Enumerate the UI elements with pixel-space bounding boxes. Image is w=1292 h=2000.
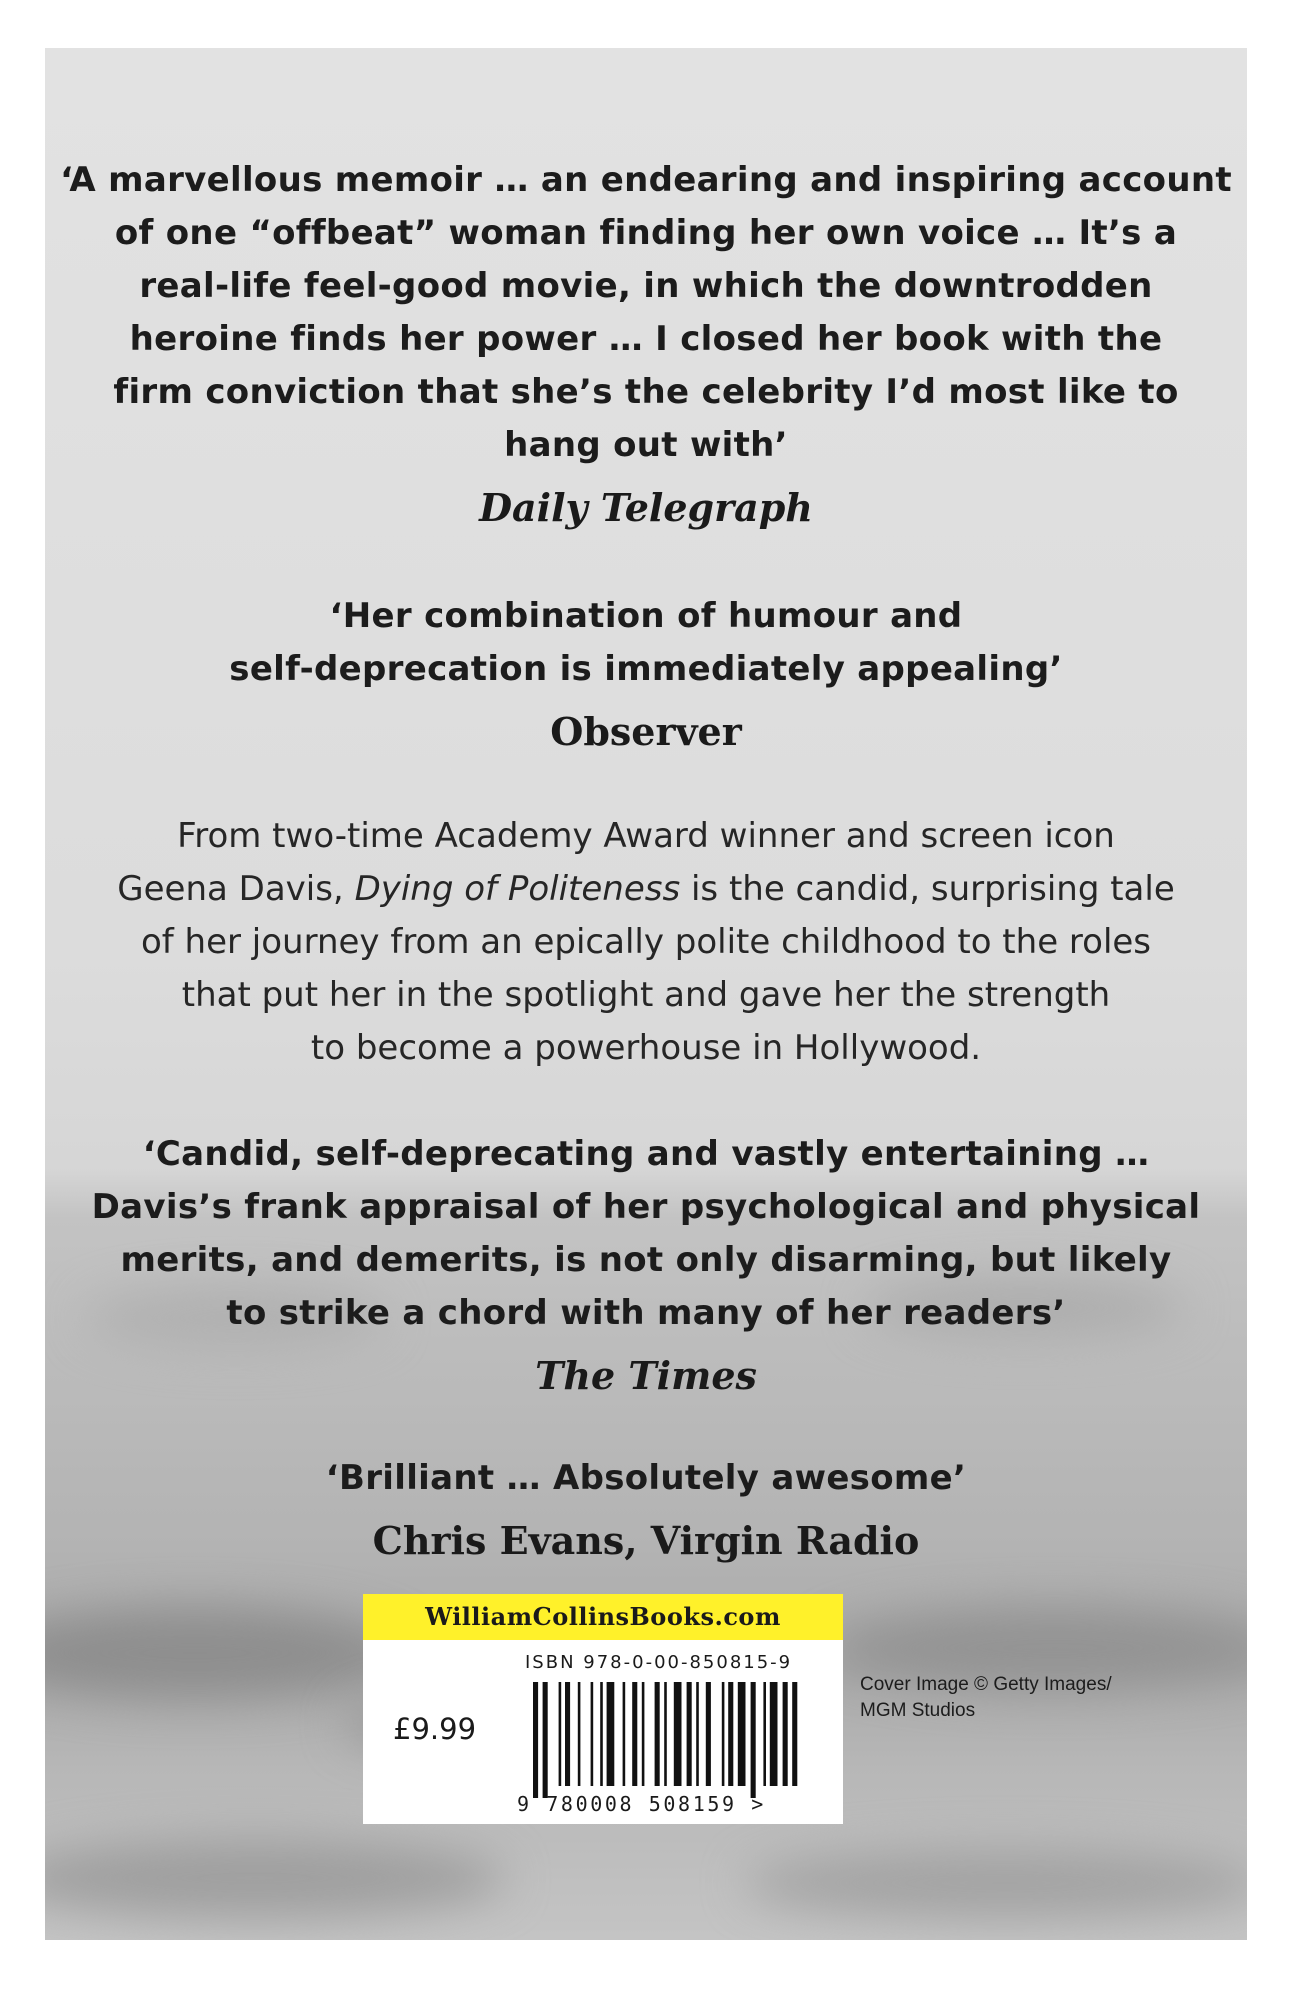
barcode-panel <box>363 1594 843 1824</box>
review-source: Daily Telegraph <box>479 485 813 530</box>
blurb-line: that put her in the spotlight and gave her the strength <box>181 975 1111 1015</box>
blurb-line: of her journey from an epically polite childhood to the roles <box>140 922 1152 962</box>
review-source: Observer <box>550 709 742 754</box>
barcode-bar <box>623 1682 626 1786</box>
quote-line: to strike a chord with many of her readers’ <box>226 1293 1066 1333</box>
quote-line: Davis’s frank appraisal of her psychological and physical <box>91 1187 1201 1227</box>
barcode-bar <box>722 1682 725 1786</box>
quote-line: ‘Candid, self-deprecating and vastly entertaining … <box>142 1134 1150 1174</box>
barcode-bar <box>792 1682 797 1786</box>
cover-image-credit <box>860 1672 1190 1724</box>
price: £9.99 <box>393 1712 477 1746</box>
quote-line: of one “offbeat” woman finding her own voice … It’s a <box>114 213 1178 253</box>
blurb-line: to become a powerhouse in Hollywood. <box>310 1028 982 1068</box>
barcode-bar <box>664 1682 667 1786</box>
quote-line: ‘Brilliant … Absolutely awesome’ <box>325 1458 967 1498</box>
review-quote <box>45 590 1247 696</box>
quote-line: ‘A marvellous memoir … an endearing and inspiring account <box>60 160 1232 200</box>
barcode-bar <box>706 1682 711 1786</box>
barcode-bar <box>642 1682 645 1786</box>
barcode-bar <box>559 1682 562 1786</box>
quote-line: merits, and demerits, is not only disarming, but likely <box>120 1240 1172 1280</box>
barcode <box>533 1682 813 1798</box>
credit-line: MGM Studios <box>860 1700 976 1721</box>
review-quote-block <box>45 1452 1247 1565</box>
background-blur-shape <box>45 1838 505 1918</box>
blurb-text <box>45 810 1247 1075</box>
barcode-bar <box>674 1682 682 1786</box>
barcode-bar <box>696 1682 699 1786</box>
barcode-bar <box>600 1682 603 1786</box>
isbn-label: ISBN 978-0-00-850815-9 <box>525 1652 793 1673</box>
barcode-bar <box>543 1682 548 1798</box>
barcode-bar <box>770 1682 778 1786</box>
review-quote <box>45 1452 1247 1505</box>
barcode-bar <box>687 1682 692 1786</box>
barcode-bar <box>728 1682 733 1786</box>
review-quote-block <box>45 590 1247 756</box>
review-source: Chris Evans, Virgin Radio <box>372 1518 920 1563</box>
blurb-line <box>45 863 1247 916</box>
quote-line: hang out with’ <box>504 425 788 465</box>
barcode-bar <box>607 1682 615 1786</box>
barcode-bar <box>632 1682 637 1786</box>
barcode-bar <box>763 1682 766 1786</box>
quote-line: heroine finds her power … I closed her book with the <box>129 319 1163 359</box>
barcode-bar <box>565 1682 570 1786</box>
publisher-website[interactable]: WilliamCollinsBooks.com <box>363 1594 843 1640</box>
review-quote-block <box>45 154 1247 532</box>
barcode-bar <box>578 1682 581 1786</box>
blurb-fragment: is the candid, surprising tale <box>680 869 1175 909</box>
review-source: The Times <box>535 1353 757 1398</box>
barcode-bar <box>533 1682 538 1798</box>
background-blur-shape <box>745 1848 1247 1918</box>
barcode-bar <box>655 1682 660 1786</box>
ean-number: 9 780008 508159 > <box>517 1792 766 1816</box>
quote-line: firm conviction that she’s the celebrity I’d most like to <box>113 372 1179 412</box>
background-blur-shape <box>45 1608 405 1698</box>
review-quote-block <box>45 1128 1247 1400</box>
book-title: Dying of Politeness <box>354 869 681 909</box>
quote-line: ‘Her combination of humour and <box>329 596 963 636</box>
barcode-bar <box>738 1682 746 1786</box>
review-quote <box>45 154 1247 472</box>
quote-line: self-deprecation is immediately appealing’ <box>229 649 1063 689</box>
blurb-line: From two-time Academy Award winner and screen icon <box>177 816 1115 856</box>
book-blurb <box>45 810 1247 1075</box>
review-quote <box>45 1128 1247 1340</box>
barcode-bar <box>783 1682 788 1786</box>
credit-line: Cover Image © Getty Images/ <box>860 1674 1112 1695</box>
blurb-fragment: Geena Davis, <box>117 869 355 909</box>
barcode-bar <box>591 1682 594 1786</box>
barcode-bar <box>751 1682 756 1798</box>
quote-line: real-life feel-good movie, in which the downtrodden <box>139 266 1153 306</box>
